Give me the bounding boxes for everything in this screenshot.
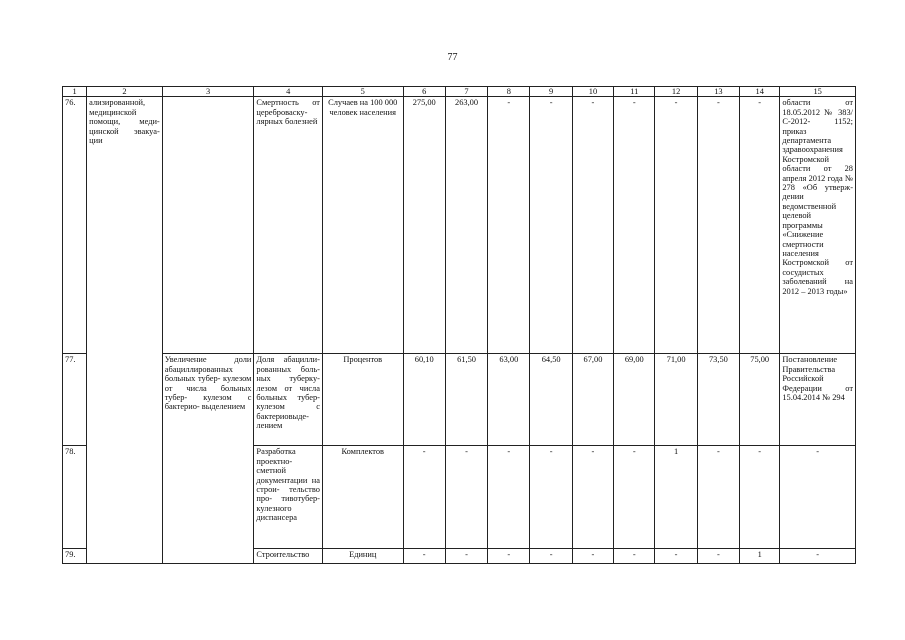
header-cell-1: 1 <box>63 87 87 97</box>
header-cell-6: 6 <box>403 87 445 97</box>
row-number: 77. <box>63 354 87 446</box>
value-cell: - <box>740 446 780 549</box>
value-cell: - <box>614 97 655 354</box>
value-cell: - <box>488 446 530 549</box>
value-cell: - <box>530 446 572 549</box>
header-cell-12: 12 <box>655 87 697 97</box>
header-cell-4: 4 <box>254 87 323 97</box>
value-cell: 63,00 <box>488 354 530 446</box>
unit-cell: Комплектов <box>322 446 403 549</box>
value-cell: 263,00 <box>445 97 487 354</box>
unit-cell: Случаев на 100 000 человек населения <box>322 97 403 354</box>
header-cell-10: 10 <box>572 87 613 97</box>
row-number: 78. <box>63 446 87 549</box>
value-cell: - <box>445 446 487 549</box>
source-cell: - <box>780 549 856 564</box>
row-number: 79. <box>63 549 87 564</box>
indicator-cell: Доля абацилли- рованных боль- ных туберку- лезом от числа больных тубер- кулезом с бактериовыде- лением <box>254 354 323 446</box>
value-cell: - <box>655 97 697 354</box>
value-cell: - <box>488 549 530 564</box>
value-cell: - <box>614 549 655 564</box>
value-cell: - <box>530 549 572 564</box>
indicator-cell: Смертность от цереброваску- лярных болезней <box>254 97 323 354</box>
header-cell-11: 11 <box>614 87 655 97</box>
header-cell-14: 14 <box>740 87 780 97</box>
value-cell: 1 <box>740 549 780 564</box>
source-cell: - <box>780 446 856 549</box>
source-cell: области от 18.05.2012 № 383/С-2012- 1152; приказ департамента здравоохранения Костромской области от 28 апреля 2012 года № 278 «Об утверж- дении ведомственной целевой программы «Снижение смертности населения Костромской от сосудистых заболеваний на 2012 – 2013 годы» <box>780 97 856 354</box>
indicator-cell: Разработка проектно- сметной документации на строи- тельство про- тивотубер- кулезного диспансера <box>254 446 323 549</box>
goal-cell: Увеличение доли абациллированных больных тубер- кулезом от числа больных тубер- кулезом с бактерио- выделением <box>162 354 254 564</box>
value-cell: - <box>572 549 613 564</box>
header-row <box>63 87 856 97</box>
header-cell-7: 7 <box>445 87 487 97</box>
table-row <box>63 354 856 446</box>
page-number: 77 <box>447 52 458 63</box>
value-cell: - <box>403 446 445 549</box>
value-cell: 61,50 <box>445 354 487 446</box>
unit-cell: Процентов <box>322 354 403 446</box>
indicators-table <box>62 86 856 564</box>
value-cell: - <box>614 446 655 549</box>
unit-cell: Единиц <box>322 549 403 564</box>
value-cell: - <box>530 97 572 354</box>
value-cell: - <box>697 446 739 549</box>
header-cell-15: 15 <box>780 87 856 97</box>
value-cell: 67,00 <box>572 354 613 446</box>
value-cell: 275,00 <box>403 97 445 354</box>
indicator-cell: Строительство <box>254 549 323 564</box>
value-cell: - <box>697 97 739 354</box>
value-cell: 75,00 <box>740 354 780 446</box>
header-cell-13: 13 <box>697 87 739 97</box>
value-cell: - <box>572 97 613 354</box>
value-cell: 73,50 <box>697 354 739 446</box>
value-cell: - <box>445 549 487 564</box>
value-cell: - <box>488 97 530 354</box>
row-number: 76. <box>63 97 87 354</box>
value-cell: 71,00 <box>655 354 697 446</box>
goal-cell <box>162 97 254 354</box>
value-cell: - <box>655 549 697 564</box>
value-cell: 69,00 <box>614 354 655 446</box>
section-cell: ализированной, медицинской помощи, меди- цинской эвакуа- ции <box>87 97 163 564</box>
value-cell: - <box>403 549 445 564</box>
value-cell: - <box>697 549 739 564</box>
value-cell: 60,10 <box>403 354 445 446</box>
value-cell: - <box>740 97 780 354</box>
table-row <box>63 97 856 354</box>
source-cell: Постановление Правительства Российской Федерации от 15.04.2014 № 294 <box>780 354 856 446</box>
header-cell-8: 8 <box>488 87 530 97</box>
header-cell-5: 5 <box>322 87 403 97</box>
header-cell-3: 3 <box>162 87 254 97</box>
value-cell: - <box>572 446 613 549</box>
header-cell-2: 2 <box>87 87 163 97</box>
header-cell-9: 9 <box>530 87 572 97</box>
value-cell: 64,50 <box>530 354 572 446</box>
value-cell: 1 <box>655 446 697 549</box>
